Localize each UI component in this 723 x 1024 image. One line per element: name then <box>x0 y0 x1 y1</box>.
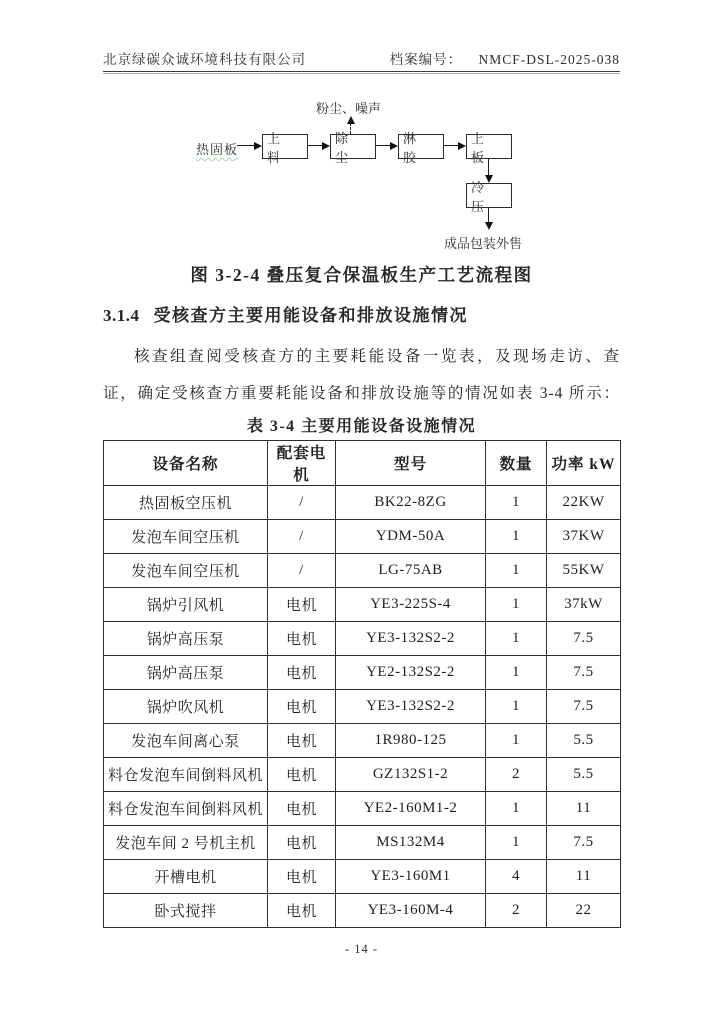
cell-power: 11 <box>547 860 621 894</box>
cell-device-name: 发泡车间空压机 <box>104 520 268 554</box>
cell-quantity: 4 <box>486 860 547 894</box>
archive-label: 档案编号： <box>389 52 463 67</box>
flow-step-cold-press: 冷 压 <box>466 183 512 208</box>
equipment-table <box>103 440 621 928</box>
table-row <box>104 826 621 860</box>
process-flowchart <box>0 95 723 253</box>
cell-power: 7.5 <box>547 690 621 724</box>
cell-quantity: 1 <box>486 826 547 860</box>
archive-value: NMCF-DSL-2025-038 <box>478 52 620 67</box>
flow-step-gluing: 淋 胶 <box>398 134 444 159</box>
cell-power: 7.5 <box>547 826 621 860</box>
flow-line <box>237 145 254 146</box>
cell-motor: 电机 <box>268 690 336 724</box>
cell-model: YE3-225S-4 <box>336 588 486 622</box>
cell-quantity: 1 <box>486 690 547 724</box>
cell-device-name: 料仓发泡车间倒料风机 <box>104 792 268 826</box>
table-row <box>104 758 621 792</box>
flow-step-boarding: 上 板 <box>466 134 512 159</box>
cell-device-name: 热固板空压机 <box>104 486 268 520</box>
cell-power: 7.5 <box>547 656 621 690</box>
arrowhead-right-icon <box>458 142 466 150</box>
flow-line <box>444 145 459 146</box>
table-row <box>104 656 621 690</box>
col-header-device-name: 设备名称 <box>104 441 268 486</box>
cell-device-name: 锅炉引风机 <box>104 588 268 622</box>
cell-quantity: 1 <box>486 724 547 758</box>
col-header-model: 型号 <box>336 441 486 486</box>
cell-motor: 电机 <box>268 826 336 860</box>
cell-model: YDM-50A <box>336 520 486 554</box>
table-caption: 表 3-4 主要用能设备设施情况 <box>246 418 477 435</box>
cell-power: 5.5 <box>547 758 621 792</box>
cell-motor: 电机 <box>268 724 336 758</box>
flow-step-feeding: 上 料 <box>262 134 308 159</box>
cell-quantity: 1 <box>486 622 547 656</box>
cell-device-name: 发泡车间离心泵 <box>104 724 268 758</box>
cell-device-name: 锅炉吹风机 <box>104 690 268 724</box>
table-row <box>104 622 621 656</box>
table-row <box>104 792 621 826</box>
dashed-arrowhead-up-icon <box>347 116 355 124</box>
cell-motor: 电机 <box>268 792 336 826</box>
header-rule <box>103 71 620 74</box>
body-paragraph <box>103 338 620 412</box>
table-row <box>104 724 621 758</box>
flow-source-label: 热固板 <box>196 142 239 157</box>
company-name: 北京绿碳众诚环境科技有限公司 <box>103 52 306 67</box>
emission-label: 粉尘、噪声 <box>316 101 382 116</box>
cell-motor: 电机 <box>268 758 336 792</box>
col-header-quantity: 数量 <box>486 441 547 486</box>
section-title: 受核查方主要用能设备和排放设施情况 <box>153 306 468 325</box>
cell-model: GZ132S1-2 <box>336 758 486 792</box>
table-row <box>104 860 621 894</box>
flow-line <box>308 145 323 146</box>
cell-power: 7.5 <box>547 622 621 656</box>
cell-model: LG-75AB <box>336 554 486 588</box>
cell-model: YE2-160M1-2 <box>336 792 486 826</box>
table-row <box>104 690 621 724</box>
cell-quantity: 1 <box>486 554 547 588</box>
cell-model: YE3-132S2-2 <box>336 690 486 724</box>
paragraph-line: 核查组查阅受核查方的主要耗能设备一览表，及现场走访、查 <box>134 348 620 365</box>
cell-device-name: 发泡车间 2 号机主机 <box>104 826 268 860</box>
cell-quantity: 1 <box>486 656 547 690</box>
cell-model: YE3-160M-4 <box>336 894 486 928</box>
paragraph-line: 证，确定受核查方重要耗能设备和排放设施等的情况如表 3-4 所示： <box>103 385 620 402</box>
cell-power: 5.5 <box>547 724 621 758</box>
arrowhead-down-icon <box>485 222 493 230</box>
cell-device-name: 卧式搅拌 <box>104 894 268 928</box>
cell-motor: 电机 <box>268 894 336 928</box>
cell-model: YE2-132S2-2 <box>336 656 486 690</box>
page-number: - 14 - <box>344 942 379 956</box>
cell-power: 22 <box>547 894 621 928</box>
cell-quantity: 1 <box>486 486 547 520</box>
cell-power: 37KW <box>547 520 621 554</box>
cell-device-name: 锅炉高压泵 <box>104 622 268 656</box>
cell-quantity: 1 <box>486 588 547 622</box>
flow-line <box>376 145 391 146</box>
cell-quantity: 1 <box>486 792 547 826</box>
cell-power: 55KW <box>547 554 621 588</box>
section-heading <box>103 301 643 326</box>
cell-device-name: 锅炉高压泵 <box>104 656 268 690</box>
cell-power: 11 <box>547 792 621 826</box>
cell-model: 1R980-125 <box>336 724 486 758</box>
cell-device-name: 开槽电机 <box>104 860 268 894</box>
figure-caption: 图 3-2-4 叠压复合保温板生产工艺流程图 <box>190 265 533 285</box>
cell-motor: / <box>268 486 336 520</box>
table-row <box>104 520 621 554</box>
section-number: 3.1.4 <box>103 306 140 325</box>
col-header-motor: 配套电机 <box>268 441 336 486</box>
cell-quantity: 2 <box>486 758 547 792</box>
cell-quantity: 2 <box>486 894 547 928</box>
flow-line <box>488 208 489 223</box>
arrowhead-right-icon <box>390 142 398 150</box>
cell-device-name: 发泡车间空压机 <box>104 554 268 588</box>
cell-model: MS132M4 <box>336 826 486 860</box>
cell-motor: / <box>268 520 336 554</box>
table-row <box>104 554 621 588</box>
cell-motor: 电机 <box>268 622 336 656</box>
cell-device-name: 料仓发泡车间倒料风机 <box>104 758 268 792</box>
arrowhead-right-icon <box>322 142 330 150</box>
cell-power: 22KW <box>547 486 621 520</box>
cell-model: BK22-8ZG <box>336 486 486 520</box>
cell-model: YE3-160M1 <box>336 860 486 894</box>
table-row <box>104 486 621 520</box>
cell-motor: 电机 <box>268 588 336 622</box>
cell-model: YE3-132S2-2 <box>336 622 486 656</box>
flow-step-dedusting: 除 尘 <box>330 134 376 159</box>
cell-power: 37kW <box>547 588 621 622</box>
cell-motor: / <box>268 554 336 588</box>
cell-motor: 电机 <box>268 656 336 690</box>
table-row <box>104 588 621 622</box>
cell-quantity: 1 <box>486 520 547 554</box>
arrowhead-right-icon <box>254 142 262 150</box>
flow-output-label: 成品包装外售 <box>444 236 523 251</box>
col-header-power: 功率 kW <box>547 441 621 486</box>
archive-number <box>390 48 620 68</box>
table-header-row <box>104 441 621 486</box>
flow-line <box>488 159 489 176</box>
table-row <box>104 894 621 928</box>
page-header <box>103 48 620 68</box>
cell-motor: 电机 <box>268 860 336 894</box>
